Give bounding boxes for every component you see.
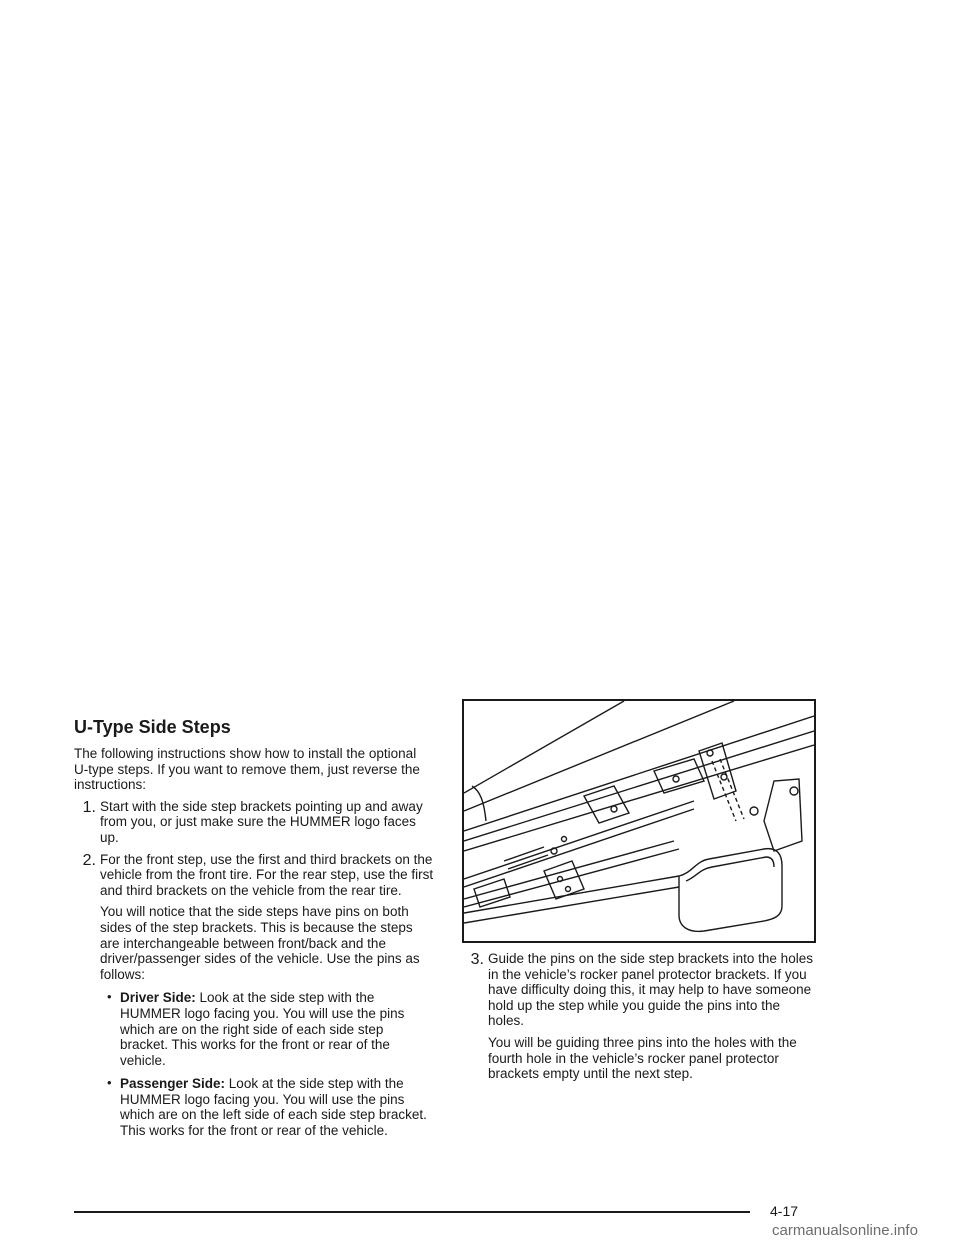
step-2-note: You will notice that the side steps have pins on both sides of the step brackets. This is because the steps are interchangeable between front/back and the driver/passenger sides of the vehicle. Use the pins as follows:: [100, 904, 420, 982]
bullet-paragraph: [120, 990, 434, 1068]
page-number: 4-17: [770, 1203, 799, 1219]
step-text: Start with the side step brackets pointing up and away from you, or just make sure the HUMMER logo faces up.: [100, 798, 423, 845]
step-number: 2.: [82, 851, 96, 869]
step-number: 1.: [82, 798, 96, 816]
step-2: [74, 852, 434, 899]
section-title: U-Type Side Steps: [74, 717, 231, 737]
bullet-driver-side: [74, 990, 434, 1068]
intro-paragraph: The following instructions show how to install the optional U-type steps. If you want to remove them, just reverse the instructions:: [74, 746, 420, 793]
bullet-text: Look at the side step with the HUMMER logo facing you. You will use the pins which are on the left side of each side step bracket. This works for the front or rear of the vehicle.: [120, 1076, 427, 1139]
bullet-label: Driver Side:: [120, 990, 196, 1006]
footer-rule: [74, 1211, 750, 1213]
step-3-note: You will be guiding three pins into the holes with the fourth hole in the vehicle’s rocker panel protector brackets empty until the next step.: [488, 1034, 797, 1082]
bullet-paragraph: [120, 1076, 434, 1138]
watermark: carmanualsonline.info: [772, 1222, 918, 1239]
side-step-drawing: [464, 701, 814, 941]
left-column: [74, 716, 434, 1147]
side-step-illustration: [462, 699, 816, 943]
bullet-label: Passenger Side:: [120, 1076, 226, 1092]
step-1: [74, 799, 434, 846]
bullet-icon: •: [107, 1075, 112, 1091]
bullet-text: Look at the side step with the HUMMER logo facing you. You will use the pins which are on the right side of each side step bracket. This works for the front or rear of the vehicle.: [120, 990, 405, 1068]
bullet-passenger-side: [74, 1076, 434, 1138]
right-column: [462, 699, 818, 1090]
step-number: 3.: [470, 951, 484, 968]
step-3: [462, 951, 818, 1029]
bullet-icon: •: [107, 989, 112, 1005]
step-text: Guide the pins on the side step brackets into the holes in the vehicle’s rocker panel protector brackets. If you have difficulty doing this, it may help to have someone hold up the step while you guide the pins into the holes.: [488, 951, 813, 1029]
step-text: For the front step, use the first and third brackets on the vehicle from the front tire. For the rear step, use the first and third brackets on the vehicle from the rear tire.: [100, 851, 434, 898]
